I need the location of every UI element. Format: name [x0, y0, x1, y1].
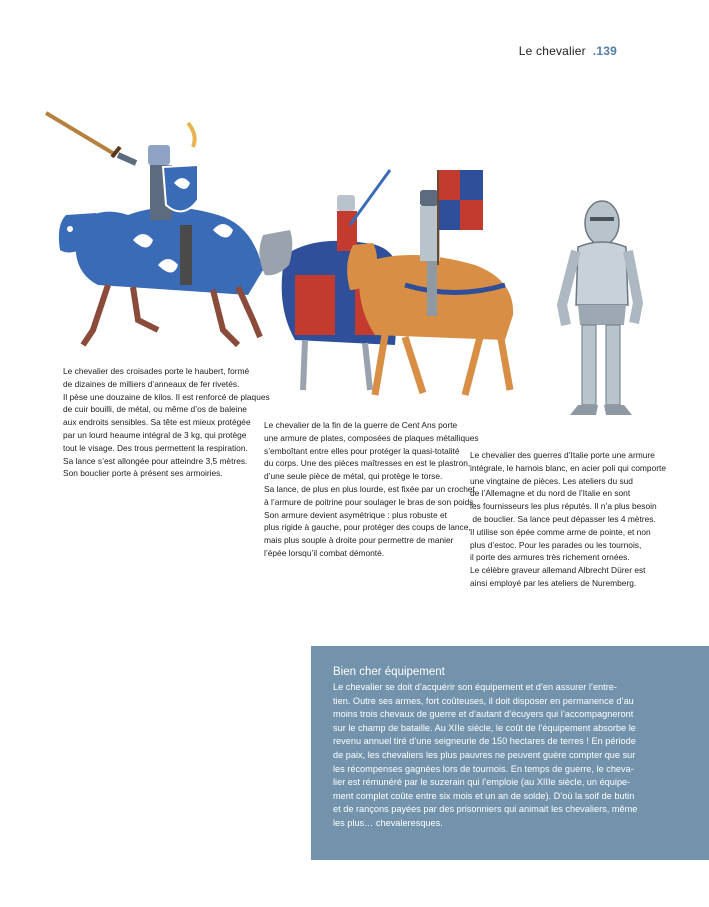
- caption-line: Le chevalier des croisades porte le haubert, formé: [63, 366, 250, 376]
- caption-line: du corps. Une des pièces maîtresses en est le plastron,: [264, 458, 471, 469]
- sidebar-line: les plus… chevaleresques.: [333, 817, 443, 828]
- caption-crusader-knight: [63, 365, 270, 480]
- sidebar-body: [333, 681, 699, 831]
- caption-line: plus d’estoc. Pour les parades ou les tournois,: [470, 539, 642, 550]
- caption-line: s’emboîtant entre elles pour protéger la quasi-totalité: [264, 445, 460, 456]
- caption-line: Le chevalier de la fin de la guerre de Cent Ans porte: [264, 420, 458, 430]
- caption-line: Il pèse une douzaine de kilos. Il est renforcé de plaques: [63, 391, 270, 402]
- caption-line: aux endroits sensibles. Sa tête est mieux protégée: [63, 417, 251, 428]
- caption-line: de bouclier. Sa lance peut dépasser les 4 mètres.: [470, 513, 656, 524]
- caption-line: tout le visage. Des trous permettent la respiration.: [63, 442, 248, 453]
- crusader-knight-illustration: [38, 105, 273, 350]
- caption-line: de l’Allemagne et du nord de l’Italie en sont: [470, 488, 631, 499]
- sidebar-line: et de rançons payées par des prisonniers qui animait les chevaliers, même: [333, 804, 638, 815]
- caption-line: Sa lance, de plus en plus lourde, est fixée par un crochet: [264, 483, 475, 494]
- caption-line: intégrale, le harnois blanc, en acier poli qui comporte: [470, 462, 666, 473]
- caption-line: Il utilise son épée comme arme de pointe, et non: [470, 526, 651, 537]
- equipment-sidebar: [311, 646, 709, 860]
- hundred-years-war-illustration: [255, 165, 525, 405]
- sidebar-line: lier est rémunéré par le suzerain qui l’emploie (au XIIIe siècle, un équipe-: [333, 777, 631, 788]
- sidebar-title: Bien cher équipement: [333, 666, 445, 678]
- sidebar-line: Le chevalier se doit d’acquérir son équipement et d’en assurer l’entre-: [333, 682, 617, 692]
- caption-line: une vingtaine de pièces. Les ateliers du sud: [470, 475, 633, 486]
- caption-italian-wars: [470, 449, 666, 590]
- caption-hundred-years-war: [264, 419, 479, 560]
- caption-line: d’une seule pièce de métal, qui protège le torse.: [264, 471, 443, 482]
- caption-line: mais plus souple à droite pour permettre de manier: [264, 535, 454, 546]
- sidebar-line: moins trois chevaux de guerre et d’autant d’écuyers qui l’accompagneront: [333, 709, 634, 720]
- caption-line: une armure de plates, composées de plaques métalliques: [264, 432, 479, 443]
- caption-line: Son armure devient asymétrique : plus robuste et: [264, 509, 447, 520]
- caption-line: de dizaines de milliers d’anneaux de fer rivetés.: [63, 378, 240, 389]
- plate-armour-knight-illustration: [550, 195, 650, 425]
- caption-line: il porte des armures très richement ornées.: [470, 552, 630, 563]
- caption-line: Le célèbre graveur allemand Albrecht Dürer est: [470, 565, 646, 576]
- caption-line: plus rigide à gauche, pour protéger des coups de lance,: [264, 522, 471, 533]
- sidebar-line: ment complet coûte entre six mois et un an de solde). D’où la soif de butin: [333, 790, 635, 801]
- caption-line: ainsi employé par les ateliers de Nuremberg.: [470, 577, 637, 588]
- page-number: .139: [592, 44, 617, 58]
- caption-line: Son bouclier porte à présent ses armoiries.: [63, 468, 223, 479]
- caption-line: Le chevalier des guerres d’Italie porte une armure: [470, 450, 655, 460]
- sidebar-line: les récompenses gagnées lors de tournois. En temps de guerre, le cheva-: [333, 763, 634, 774]
- caption-line: par un lourd heaume intégral de 3 kg, qui protège: [63, 429, 247, 440]
- caption-line: l’épée lorsqu’il combat démonté.: [264, 547, 385, 558]
- caption-line: de cuir bouilli, de métal, ou même d’os de baleine: [63, 404, 247, 415]
- caption-line: les fournisseurs les plus réputés. Il n’a plus besoin: [470, 501, 657, 512]
- sidebar-line: de paix, les chevaliers les plus pauvres ne peuvent guère compter que sur: [333, 749, 636, 760]
- sidebar-line: revenu annuel tiré d’une seigneurie de 150 hectares de terres ! En période: [333, 736, 636, 747]
- sidebar-line: sur le champ de bataille. Au XIIe siècle, le coût de l’équipement absorbe le: [333, 722, 636, 733]
- sidebar-line: tien. Outre ses armes, fort coûteuses, il doit disposer en permanence d’au: [333, 695, 634, 706]
- chapter-title: Le chevalier: [518, 44, 586, 58]
- caption-line: Sa lance s’est allongée pour atteindre 3,5 mètres.: [63, 455, 248, 466]
- running-head: [519, 44, 617, 58]
- caption-line: à l’armure de poitrine pour soulager le bras de son poids.: [264, 496, 476, 507]
